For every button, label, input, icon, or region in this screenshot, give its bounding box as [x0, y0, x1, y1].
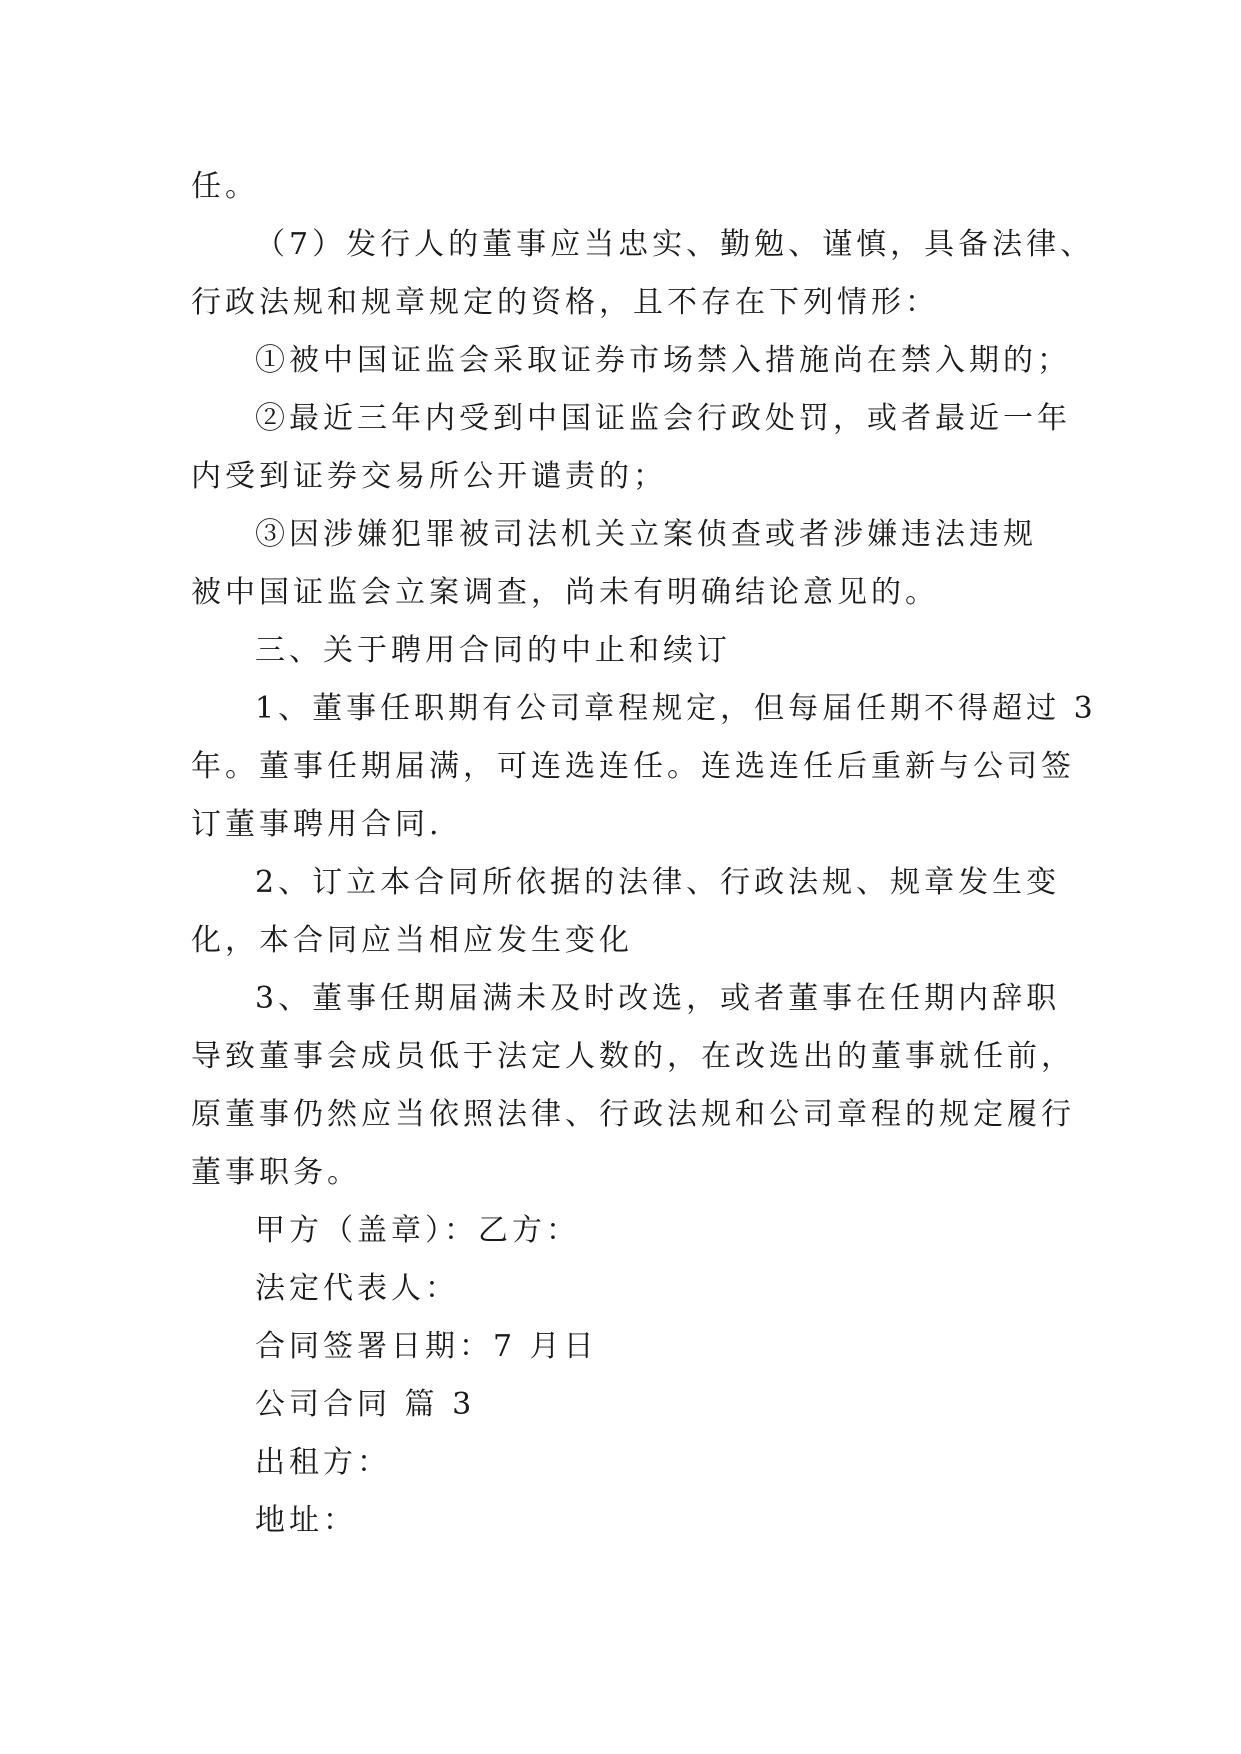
text-line: 订董事聘用合同.	[191, 807, 443, 842]
text-line: ③因涉嫌犯罪被司法机关立案侦查或者涉嫌违法违规	[255, 517, 1037, 552]
text-line: 年。董事任期届满，可连选连任。连选连任后重新与公司签	[191, 749, 1075, 784]
document-body	[191, 158, 1097, 1550]
text-line: 1、董事任职期有公司章程规定，但每届任期不得超过 3	[255, 691, 1097, 726]
address-line: 地址：	[255, 1503, 357, 1538]
signature-party-line: 甲方（盖章）：乙方：	[255, 1213, 580, 1248]
section-heading: 三、关于聘用合同的中止和续订	[255, 633, 731, 668]
text-line: 被中国证监会立案调查，尚未有明确结论意见的。	[191, 575, 939, 610]
signing-date-line: 合同签署日期：7 月日	[255, 1329, 598, 1364]
text-line: 3、董事任期届满未及时改选，或者董事在任期内辞职	[255, 981, 1061, 1016]
text-line: 原董事仍然应当依照法律、行政法规和公司章程的规定履行	[191, 1097, 1075, 1132]
text-line: 内受到证券交易所公开谴责的；	[191, 459, 667, 494]
text-line: ②最近三年内受到中国证监会行政处罚，或者最近一年	[255, 401, 1071, 436]
legal-representative-line: 法定代表人：	[255, 1271, 459, 1306]
text-line: ①被中国证监会采取证券市场禁入措施尚在禁入期的；	[255, 343, 1071, 378]
text-line: 董事职务。	[191, 1155, 361, 1190]
text-line: 化，本合同应当相应发生变化	[191, 923, 633, 958]
text-line: 2、订立本合同所依据的法律、行政法规、规章发生变	[255, 865, 1061, 900]
text-line: （7）发行人的董事应当忠实、勤勉、谨慎，具备法律、	[255, 227, 1095, 262]
section-title: 公司合同 篇 3	[255, 1387, 476, 1422]
text-line: 导致董事会成员低于法定人数的，在改选出的董事就任前，	[191, 1039, 1075, 1074]
text-line: 行政法规和规章规定的资格，且不存在下列情形：	[191, 285, 939, 320]
lessor-line: 出租方：	[255, 1445, 391, 1480]
text-line: 任。	[191, 169, 259, 204]
